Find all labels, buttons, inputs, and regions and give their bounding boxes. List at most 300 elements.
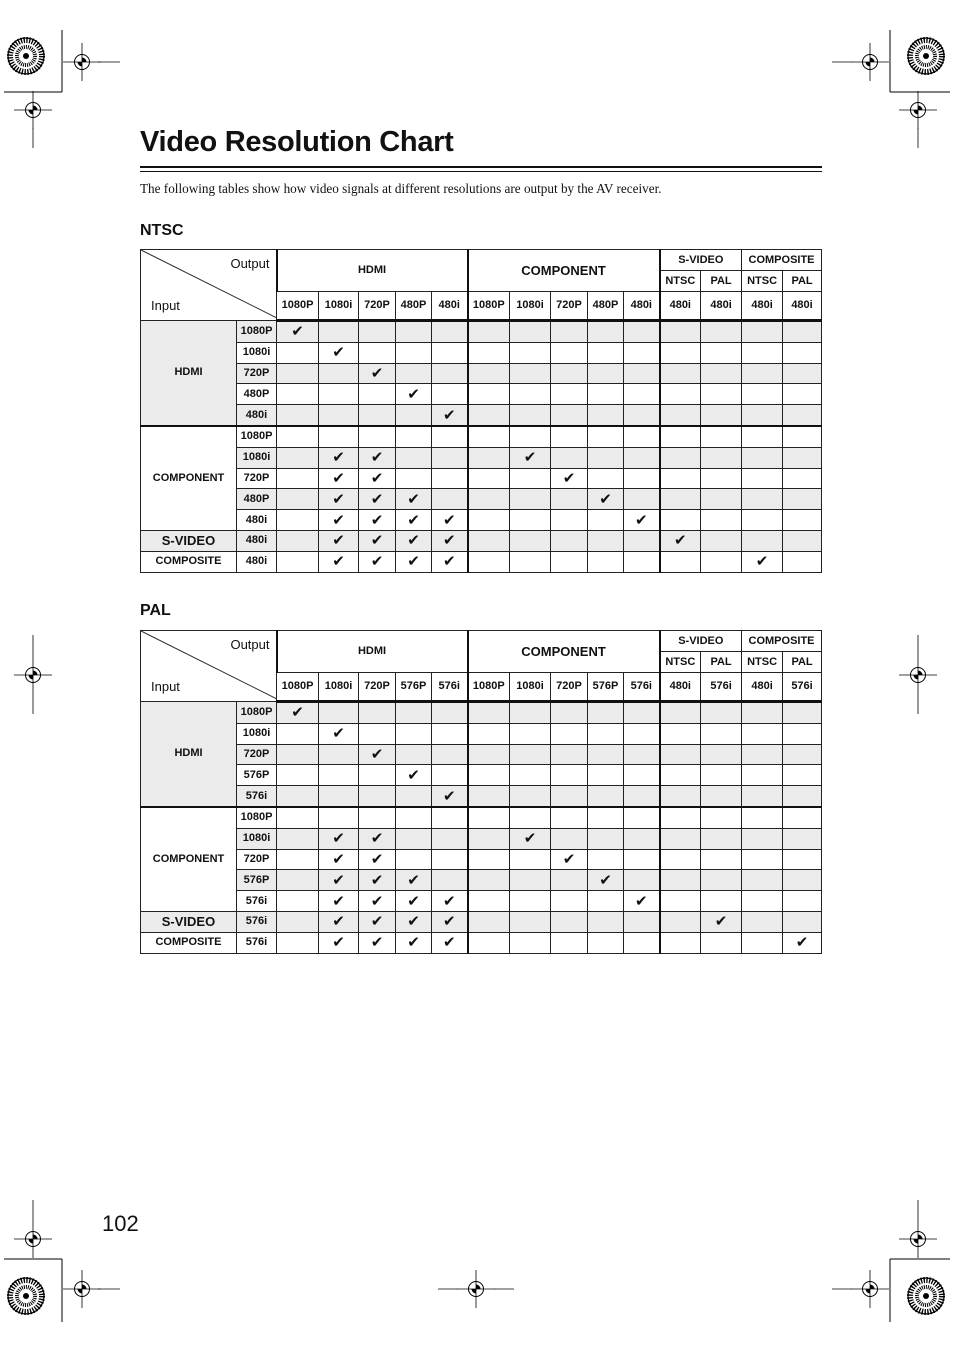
compat-cell	[468, 489, 510, 510]
compat-cell	[588, 702, 624, 724]
compat-cell	[660, 828, 701, 849]
compat-cell	[660, 530, 701, 551]
compat-cell	[783, 911, 822, 932]
output-axis-label: Output	[230, 637, 270, 652]
checkmark-icon: ✔	[332, 934, 345, 952]
checkmark-icon: ✔	[714, 913, 728, 931]
compat-cell	[742, 932, 783, 953]
compat-cell	[277, 321, 319, 343]
compat-cell	[551, 932, 588, 953]
compat-cell	[277, 765, 319, 786]
input-resolution-label: 720P	[237, 849, 277, 870]
compat-cell	[588, 489, 624, 510]
input-group-label: COMPONENT	[141, 426, 237, 530]
compat-cell	[468, 321, 510, 343]
checkmark-icon: ✔	[407, 913, 420, 931]
compat-cell	[783, 530, 822, 551]
compat-cell	[468, 723, 510, 744]
compat-cell	[468, 744, 510, 765]
output-resolution-header: 1080P	[468, 292, 510, 321]
compat-cell	[396, 405, 432, 426]
checkmark-icon: ✔	[332, 725, 345, 743]
compat-cell	[588, 426, 624, 447]
checkmark-icon: ✔	[407, 892, 420, 910]
checkmark-icon: ✔	[332, 469, 345, 487]
compat-cell	[359, 744, 396, 765]
input-resolution-label: 1080P	[237, 321, 277, 343]
compat-cell	[359, 468, 396, 489]
checkmark-icon: ✔	[442, 532, 456, 550]
checkmark-icon: ✔	[407, 511, 420, 529]
compat-cell	[432, 807, 468, 828]
output-resolution-header: 1080i	[510, 292, 551, 321]
compat-cell	[468, 870, 510, 891]
compat-cell	[701, 765, 742, 786]
input-resolution-label: 480P	[237, 489, 277, 510]
checkmark-icon: ✔	[442, 913, 456, 931]
compat-cell	[510, 786, 551, 807]
compat-cell	[588, 723, 624, 744]
compat-cell	[359, 932, 396, 953]
compat-cell	[359, 321, 396, 343]
compat-cell	[588, 807, 624, 828]
checkmark-icon: ✔	[370, 871, 384, 889]
compat-cell	[624, 447, 660, 468]
output-resolution-header: 480i	[742, 292, 783, 321]
compat-cell	[701, 405, 742, 426]
compat-cell	[319, 447, 359, 468]
compat-cell	[551, 384, 588, 405]
compat-cell	[359, 870, 396, 891]
compat-cell	[277, 786, 319, 807]
compat-cell	[510, 849, 551, 870]
checkmark-icon: ✔	[407, 490, 420, 508]
input-resolution-label: 720P	[237, 363, 277, 384]
compat-cell	[468, 932, 510, 953]
compat-cell	[468, 384, 510, 405]
compat-cell	[742, 911, 783, 932]
checkmark-icon: ✔	[599, 871, 612, 889]
compat-cell	[396, 551, 432, 572]
compat-cell	[396, 765, 432, 786]
compat-cell	[277, 744, 319, 765]
checkmark-icon: ✔	[442, 406, 456, 424]
input-resolution-label: 576P	[237, 870, 277, 891]
corner-header	[141, 631, 277, 702]
composite-output-group: COMPOSITE	[742, 631, 822, 652]
composite-output-group: COMPOSITE	[742, 250, 822, 271]
compat-cell	[551, 342, 588, 363]
compat-cell	[319, 786, 359, 807]
compat-cell	[319, 405, 359, 426]
compat-cell	[510, 870, 551, 891]
compat-cell	[624, 342, 660, 363]
compat-cell	[432, 426, 468, 447]
compat-cell	[468, 447, 510, 468]
compat-cell	[742, 723, 783, 744]
compat-cell	[468, 765, 510, 786]
compat-cell	[701, 468, 742, 489]
compat-cell	[432, 849, 468, 870]
compat-cell	[742, 786, 783, 807]
compat-cell	[359, 911, 396, 932]
compat-cell	[510, 702, 551, 724]
ntsc-section-title: NTSC	[140, 222, 184, 239]
compat-cell	[359, 849, 396, 870]
output-resolution-header: 1080P	[468, 673, 510, 702]
output-resolution-header: 480P	[396, 292, 432, 321]
compat-cell	[783, 932, 822, 953]
compat-cell	[551, 489, 588, 510]
compat-cell	[277, 468, 319, 489]
compat-cell	[510, 447, 551, 468]
compat-cell	[588, 405, 624, 426]
compat-cell	[660, 363, 701, 384]
checkmark-icon: ✔	[562, 850, 576, 868]
compat-cell	[510, 765, 551, 786]
compat-cell	[783, 870, 822, 891]
compat-cell	[551, 447, 588, 468]
checkmark-icon: ✔	[332, 511, 345, 529]
compat-cell	[783, 468, 822, 489]
compat-cell	[319, 530, 359, 551]
checkmark-icon: ✔	[370, 830, 384, 848]
checkmark-icon: ✔	[370, 511, 384, 529]
compat-cell	[742, 510, 783, 531]
ntsc-table	[140, 249, 822, 573]
compat-cell	[432, 786, 468, 807]
checkmark-icon: ✔	[674, 532, 687, 550]
compat-cell	[359, 828, 396, 849]
compat-cell	[624, 384, 660, 405]
compat-cell	[396, 786, 432, 807]
compat-cell	[319, 702, 359, 724]
compat-cell	[701, 932, 742, 953]
compat-cell	[432, 530, 468, 551]
compat-cell	[701, 807, 742, 828]
compat-cell	[551, 911, 588, 932]
compat-cell	[359, 702, 396, 724]
compat-cell	[319, 744, 359, 765]
output-resolution-header: 480P	[588, 292, 624, 321]
output-resolution-header: 1080i	[319, 673, 359, 702]
compat-cell	[468, 468, 510, 489]
svideo-output-group: S-VIDEO	[660, 631, 742, 652]
checkmark-icon: ✔	[370, 913, 384, 931]
output-resolution-header: 576i	[624, 673, 660, 702]
input-resolution-label: 1080i	[237, 447, 277, 468]
compat-cell	[396, 807, 432, 828]
compat-cell	[701, 447, 742, 468]
input-resolution-label: 576P	[237, 765, 277, 786]
video-standard-header: PAL	[701, 652, 742, 673]
compat-cell	[359, 363, 396, 384]
compat-cell	[468, 786, 510, 807]
compat-cell	[660, 786, 701, 807]
checkmark-icon: ✔	[370, 532, 384, 550]
compat-cell	[432, 468, 468, 489]
compat-cell	[660, 911, 701, 932]
compat-cell	[510, 321, 551, 343]
compat-cell	[742, 405, 783, 426]
input-group-label: COMPONENT	[141, 807, 237, 911]
checkmark-icon: ✔	[291, 323, 304, 341]
compat-cell	[624, 744, 660, 765]
compat-cell	[660, 384, 701, 405]
compat-cell	[624, 468, 660, 489]
output-resolution-header: 720P	[551, 673, 588, 702]
compat-cell	[588, 447, 624, 468]
output-resolution-header: 576P	[588, 673, 624, 702]
checkmark-icon: ✔	[370, 490, 384, 508]
checkmark-icon: ✔	[442, 787, 456, 805]
compat-cell	[588, 849, 624, 870]
compat-cell	[432, 828, 468, 849]
compat-cell	[510, 828, 551, 849]
compat-cell	[319, 321, 359, 343]
compat-cell	[396, 702, 432, 724]
compat-cell	[359, 786, 396, 807]
input-resolution-label: 480i	[237, 510, 277, 531]
compat-cell	[468, 891, 510, 912]
compat-cell	[510, 426, 551, 447]
output-resolution-header: 480i	[742, 673, 783, 702]
compat-cell	[510, 551, 551, 572]
compat-cell	[701, 723, 742, 744]
compat-cell	[319, 551, 359, 572]
compat-cell	[359, 405, 396, 426]
input-group-label: S-VIDEO	[141, 911, 237, 932]
compat-cell	[624, 807, 660, 828]
compat-cell	[624, 849, 660, 870]
compat-cell	[783, 702, 822, 724]
input-resolution-label: 1080P	[237, 702, 277, 724]
compat-cell	[551, 530, 588, 551]
compat-cell	[468, 551, 510, 572]
compat-cell	[742, 342, 783, 363]
compat-cell	[701, 702, 742, 724]
compat-cell	[742, 870, 783, 891]
output-resolution-header: 576P	[396, 673, 432, 702]
compat-cell	[742, 807, 783, 828]
component-output-group: COMPONENT	[468, 250, 660, 292]
compat-cell	[359, 551, 396, 572]
compat-cell	[396, 489, 432, 510]
compat-cell	[660, 807, 701, 828]
output-resolution-header: 720P	[359, 673, 396, 702]
compat-cell	[701, 489, 742, 510]
compat-cell	[359, 765, 396, 786]
compat-cell	[319, 870, 359, 891]
compat-cell	[783, 744, 822, 765]
compat-cell	[277, 551, 319, 572]
compat-cell	[742, 426, 783, 447]
compat-cell	[624, 321, 660, 343]
compat-cell	[660, 551, 701, 572]
compat-cell	[396, 321, 432, 343]
compat-cell	[588, 551, 624, 572]
compat-cell	[277, 489, 319, 510]
checkmark-icon: ✔	[635, 511, 648, 529]
compat-cell	[551, 363, 588, 384]
compat-cell	[742, 744, 783, 765]
checkmark-icon: ✔	[332, 892, 345, 910]
output-resolution-header: 480i	[660, 292, 701, 321]
compat-cell	[277, 807, 319, 828]
compat-cell	[624, 765, 660, 786]
compat-cell	[551, 765, 588, 786]
compat-cell	[396, 932, 432, 953]
compat-cell	[742, 702, 783, 724]
compat-cell	[742, 849, 783, 870]
checkmark-icon: ✔	[370, 449, 384, 467]
input-resolution-label: 480P	[237, 384, 277, 405]
checkmark-icon: ✔	[332, 344, 345, 362]
compat-cell	[701, 321, 742, 343]
input-group-label: HDMI	[141, 702, 237, 807]
compat-cell	[468, 702, 510, 724]
compat-cell	[588, 342, 624, 363]
checkmark-icon: ✔	[332, 449, 345, 467]
compat-cell	[510, 744, 551, 765]
compat-cell	[396, 891, 432, 912]
output-resolution-header: 480i	[624, 292, 660, 321]
compat-cell	[432, 384, 468, 405]
corner-header	[141, 250, 277, 321]
compat-cell	[277, 363, 319, 384]
compat-cell	[783, 765, 822, 786]
checkmark-icon: ✔	[755, 553, 769, 571]
checkmark-icon: ✔	[407, 532, 420, 550]
compat-cell	[359, 489, 396, 510]
compat-cell	[432, 342, 468, 363]
compat-cell	[624, 530, 660, 551]
compat-cell	[783, 363, 822, 384]
compat-cell	[319, 723, 359, 744]
compat-cell	[432, 723, 468, 744]
input-resolution-label: 720P	[237, 468, 277, 489]
checkmark-icon: ✔	[332, 532, 345, 550]
compat-cell	[359, 426, 396, 447]
compat-cell	[660, 891, 701, 912]
checkmark-icon: ✔	[370, 469, 384, 487]
hdmi-output-group: HDMI	[277, 250, 468, 292]
checkmark-icon: ✔	[370, 892, 384, 910]
compat-cell	[701, 551, 742, 572]
compat-cell	[432, 765, 468, 786]
compat-cell	[551, 426, 588, 447]
compat-cell	[783, 891, 822, 912]
compat-cell	[588, 510, 624, 531]
compat-cell	[359, 807, 396, 828]
input-resolution-label: 1080P	[237, 426, 277, 447]
compat-cell	[701, 384, 742, 405]
compat-cell	[277, 911, 319, 932]
input-group-label: HDMI	[141, 321, 237, 426]
compat-cell	[588, 828, 624, 849]
compat-cell	[783, 849, 822, 870]
compat-cell	[783, 551, 822, 572]
compat-cell	[624, 426, 660, 447]
page-number: 102	[102, 1211, 139, 1236]
input-axis-label: Input	[151, 298, 180, 313]
checkmark-icon: ✔	[370, 745, 384, 763]
compat-cell	[742, 489, 783, 510]
checkmark-icon: ✔	[332, 913, 345, 931]
compat-cell	[624, 510, 660, 531]
output-resolution-header: 480i	[432, 292, 468, 321]
compat-cell	[588, 891, 624, 912]
compat-cell	[468, 363, 510, 384]
checkmark-icon: ✔	[442, 934, 456, 952]
compat-cell	[742, 828, 783, 849]
compat-cell	[468, 849, 510, 870]
compat-cell	[742, 321, 783, 343]
checkmark-icon: ✔	[370, 934, 384, 952]
checkmark-icon: ✔	[332, 553, 345, 571]
svideo-output-group: S-VIDEO	[660, 250, 742, 271]
compat-cell	[588, 765, 624, 786]
compat-cell	[510, 723, 551, 744]
compat-cell	[396, 870, 432, 891]
compat-cell	[277, 870, 319, 891]
output-resolution-header: 576i	[783, 673, 822, 702]
compat-cell	[468, 807, 510, 828]
compat-cell	[551, 321, 588, 343]
compat-cell	[588, 786, 624, 807]
input-resolution-label: 480i	[237, 405, 277, 426]
compat-cell	[551, 468, 588, 489]
compat-cell	[319, 363, 359, 384]
compat-cell	[660, 723, 701, 744]
compat-cell	[624, 786, 660, 807]
compat-cell	[783, 384, 822, 405]
compat-cell	[277, 828, 319, 849]
compat-cell	[432, 932, 468, 953]
compat-cell	[359, 530, 396, 551]
compat-cell	[277, 384, 319, 405]
compat-cell	[551, 828, 588, 849]
compat-cell	[742, 891, 783, 912]
checkmark-icon: ✔	[407, 553, 420, 571]
compat-cell	[783, 489, 822, 510]
compat-cell	[551, 870, 588, 891]
compat-cell	[468, 911, 510, 932]
compat-cell	[588, 321, 624, 343]
compat-cell	[359, 510, 396, 531]
compat-cell	[660, 744, 701, 765]
compat-cell	[551, 891, 588, 912]
compat-cell	[359, 723, 396, 744]
compat-cell	[701, 510, 742, 531]
compat-cell	[742, 551, 783, 572]
checkmark-icon: ✔	[332, 490, 345, 508]
compat-cell	[783, 405, 822, 426]
compat-cell	[359, 447, 396, 468]
compat-cell	[319, 765, 359, 786]
compat-cell	[742, 530, 783, 551]
compat-cell	[432, 489, 468, 510]
compat-cell	[624, 891, 660, 912]
compat-cell	[277, 849, 319, 870]
compat-cell	[432, 702, 468, 724]
compat-cell	[588, 363, 624, 384]
compat-cell	[551, 744, 588, 765]
compat-cell	[624, 489, 660, 510]
compat-cell	[277, 723, 319, 744]
compat-cell	[660, 342, 701, 363]
checkmark-icon: ✔	[442, 892, 456, 910]
